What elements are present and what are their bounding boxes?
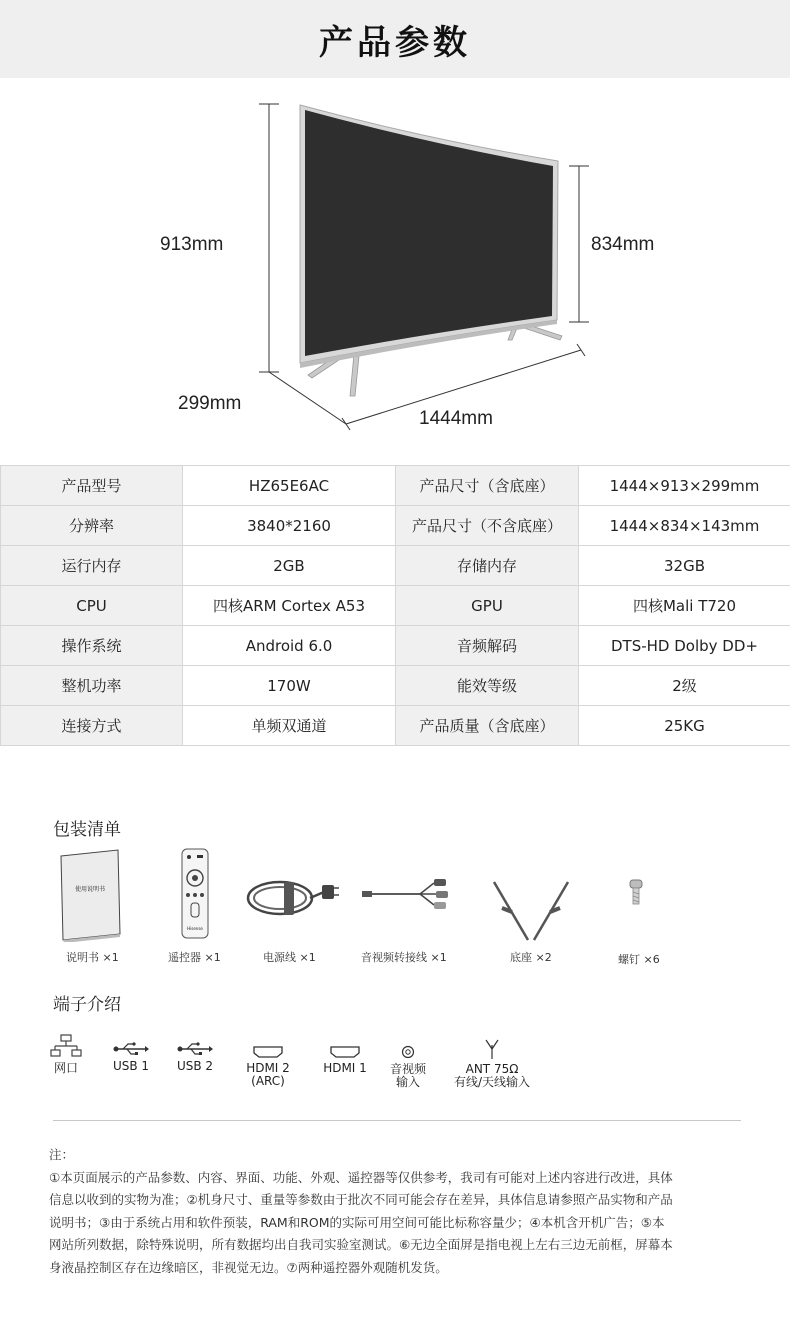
spec-value: 32GB [579, 546, 790, 586]
port-usb-2 [172, 1042, 218, 1073]
spec-row [1, 506, 790, 546]
spec-label: 产品尺寸（含底座） [396, 466, 579, 506]
manual-icon [58, 848, 122, 946]
notes-line: 身液晶控制区存在边缘暗区，非视觉无边。⑦两种遥控器外观随机发货。 [49, 1259, 448, 1275]
spec-row [1, 666, 790, 706]
port-hdmi-1 [320, 1046, 370, 1075]
port-label: 网口 [53, 1061, 78, 1075]
spec-label: 整机功率 [1, 666, 183, 706]
notes-line: 信息以收到的实物为准；②机身尺寸、重量等参数由于批次不同可能会存在差异，具体信息请参照产品实物和产品 [49, 1192, 673, 1207]
power-cable-icon [244, 872, 340, 924]
port-antenna [446, 1039, 538, 1089]
spec-value: 3840*2160 [183, 506, 396, 546]
spec-value: 170W [183, 666, 396, 706]
package-section-title: 包装清单 [53, 820, 121, 840]
stand-icon [490, 878, 572, 944]
manual-cover-text: 使用说明书 [74, 886, 105, 893]
spec-row [1, 546, 790, 586]
antenna-icon [484, 1039, 500, 1059]
remote-icon [180, 848, 210, 944]
spec-label: CPU [1, 586, 183, 626]
port-label: USB 1 [112, 1059, 150, 1073]
port-sublabel: 输入 [395, 1075, 420, 1089]
port-sublabel: 有线/天线输入 [453, 1075, 531, 1089]
dimension-total-height: 913mm [160, 234, 224, 255]
spec-label: 产品型号 [1, 466, 183, 506]
spec-value: Android 6.0 [183, 626, 396, 666]
spec-table [0, 465, 790, 746]
spec-label: 操作系统 [1, 626, 183, 666]
spec-row [1, 626, 790, 666]
spec-value: 25KG [579, 706, 790, 746]
dimension-depth: 299mm [178, 393, 242, 414]
port-label: ANT 75Ω [465, 1062, 519, 1076]
package-item-label: 螺钉 ×6 [618, 953, 660, 966]
notes-line: 网站所列数据，除特殊说明，所有数据均出自我司实验室测试。⑥无边全面屏是指电视上左右三边无前框，屏幕本 [49, 1237, 673, 1252]
spec-value: 1444×913×299mm [579, 466, 790, 506]
notes-line: 说明书；③由于系统占用和软件预装，RAM和ROM的实际可用空间可能比标称容量少；④本机含开机广告；⑤本 [49, 1214, 665, 1230]
spec-row [1, 706, 790, 746]
spec-value: 单频双通道 [183, 706, 396, 746]
package-item-label: 遥控器 ×1 [168, 951, 221, 964]
av-input-icon [401, 1045, 415, 1059]
spec-value: HZ65E6AC [183, 466, 396, 506]
spec-value: 1444×834×143mm [579, 506, 790, 546]
spec-label: 能效等级 [396, 666, 579, 706]
package-item-label: 说明书 ×1 [66, 951, 119, 964]
port-label: HDMI 2 [246, 1061, 290, 1075]
spec-label: 产品质量（含底座） [396, 706, 579, 746]
spec-label: 产品尺寸（不含底座） [396, 506, 579, 546]
spec-label: GPU [396, 586, 579, 626]
usb-icon [113, 1042, 149, 1056]
curved-tv-illustration [0, 78, 790, 458]
port-usb-1 [108, 1042, 154, 1073]
package-item-label: 电源线 ×1 [263, 951, 316, 964]
spec-row [1, 586, 790, 626]
dimension-width: 1444mm [419, 408, 493, 429]
spec-label: 存储内存 [396, 546, 579, 586]
section-divider [53, 1120, 741, 1121]
port-av-input [386, 1045, 430, 1089]
ports-section-title: 端子介绍 [53, 995, 121, 1015]
port-label: HDMI 1 [323, 1061, 367, 1075]
spec-value: DTS-HD Dolby DD+ [579, 626, 790, 666]
screw-icon [628, 878, 644, 906]
notes-line: ①本页面展示的产品参数、内容、界面、功能、外观、遥控器等仅供参考，我司有可能对上述内容进行改进，具体 [49, 1169, 673, 1185]
notes [49, 1144, 749, 1279]
notes-heading: 注： [49, 1147, 75, 1162]
remote-brand-text: Hisense [187, 926, 203, 931]
port-hdmi-2 [243, 1046, 293, 1088]
port-sublabel: (ARC) [251, 1074, 285, 1088]
spec-label: 运行内存 [1, 546, 183, 586]
network-icon [50, 1034, 82, 1058]
spec-label: 音频解码 [396, 626, 579, 666]
spec-value: 四核Mali T720 [579, 586, 790, 626]
spec-label: 连接方式 [1, 706, 183, 746]
port-label: 音视频 [389, 1062, 426, 1076]
spec-row [1, 466, 790, 506]
av-cable-icon [360, 875, 452, 915]
page-title: 产品参数 [319, 22, 471, 63]
port-label: USB 2 [176, 1059, 214, 1073]
package-item-label: 底座 ×2 [510, 951, 552, 964]
spec-label: 分辨率 [1, 506, 183, 546]
tv-dimension-diagram [0, 78, 790, 458]
hdmi-icon [253, 1046, 283, 1058]
page-header [0, 0, 790, 78]
spec-value: 四核ARM Cortex A53 [183, 586, 396, 626]
usb-icon [177, 1042, 213, 1056]
dimension-screen-height: 834mm [591, 234, 655, 255]
port-network [46, 1034, 86, 1075]
spec-value: 2GB [183, 546, 396, 586]
package-item-label: 音视频转接线 ×1 [361, 951, 447, 964]
hdmi-icon [330, 1046, 360, 1058]
spec-value: 2级 [579, 666, 790, 706]
